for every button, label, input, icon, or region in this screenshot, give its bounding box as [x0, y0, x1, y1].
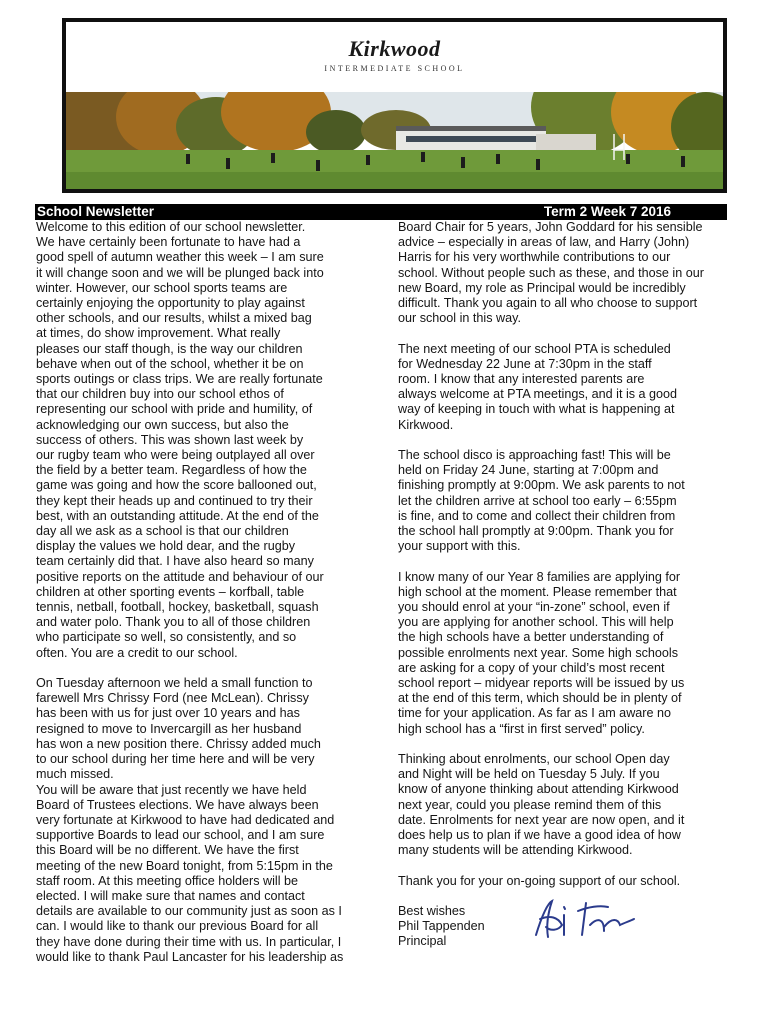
left-column [36, 220, 388, 965]
paragraph-high-school: I know many of our Year 8 families are applying for high school at the moment. Please remember that you should enrol at your “in-zone” school, even if you are applying for another school. This will help the high schools have a better understanding of possible enrolments next year. Some high schools are asking for a copy of your child’s most recent school report – midyear reports will be issued by us at the end of this term, which should be in plenty of time for your application. As far as I am aware no high school has a “first in first served” policy. [398, 569, 685, 736]
right-column [398, 220, 748, 950]
school-name: Kirkwood [348, 36, 441, 61]
paragraph-pta: The next meeting of our school PTA is scheduled for Wednesday 22 June at 7:30pm in the staff room. I know that any interested parents are always welcome at PTA meetings, and it is a good way of keeping in touch with what is happening at Kirkwood. [398, 341, 678, 432]
paragraph-disco: The school disco is approaching fast! This will be held on Friday 24 June, starting at 7:00pm and finishing promptly at 9:00pm. We ask parents to not let the children arrive at school too early – 6:55pm is fine, and to come and collect their children from the school hall promptly at 9:00pm. Thank you for your support with this. [398, 448, 685, 554]
newsletter-title: School Newsletter [37, 204, 155, 219]
header-banner [62, 18, 727, 193]
paragraph-board-elections: You will be aware that just recently we have held Board of Trustees elections. We have always been very fortunate at Kirkwood to have had dedicated and supportive Boards to lead our school, and I am sure this Board will be no different. We have the first meeting of the new Board tonight, from 5:15pm in the staff room. At this meeting office holders will be elected. I will make sure that names and contact details are available to our community just as soon as I can. I would like to thank our previous Board for all they have done during their time with us. In particular, I would like to thank Paul Lancaster for his leadership as [36, 782, 344, 964]
paragraph-open-day: Thinking about enrolments, our school Open day and Night will be held on Tuesday 5 July. If you know of anyone thinking about attending Kirkwood next year, could you please remind them of this date. Enrolments for next year are now open, and it does help us to plan if we have a good idea of how many students will be attending Kirkwood. [398, 752, 685, 858]
paragraph-farewell: On Tuesday afternoon we held a small function to farewell Mrs Chrissy Ford (nee McLean). Chrissy has been with us for just over 10 years and has resigned to move to Invercargill as her husband has won a new position there. Chrissy added much to our school during her time here and will be very much missed. [36, 676, 321, 782]
masthead [66, 22, 723, 92]
sign-off: Best wishes Phil Tappenden Principal [398, 904, 485, 949]
banner-inner [66, 22, 723, 189]
school-subtitle: INTERMEDIATE SCHOOL [324, 64, 465, 73]
paragraph-board-thanks: Board Chair for 5 years, John Goddard for his sensible advice – especially in areas of law, and Harry (John) Harris for his very worthwhile contributions to our school. Without people such as these, and those in our new Board, my role as Principal would be incredibly difficult. Thank you again to all who choose to support our school in this way. [398, 220, 704, 326]
paragraph-thanks: Thank you for your on-going support of our school. [398, 873, 681, 888]
newsletter-term-week: Term 2 Week 7 2016 [543, 204, 671, 219]
principal-signature [528, 895, 638, 943]
newsletter-title-bar [35, 204, 727, 220]
paragraph-welcome: Welcome to this edition of our school newsletter. We have certainly been fortunate to have had a good spell of autumn weather this week – I am sure it will change soon and we will be plunged back into winter. However, our school sports teams are certainly enjoying the opportunity to play against other schools, and our results, whilst a mixed bag at times, do show improvement. What really pleases our staff though, is the way our children behave when out of the school, whether it be on sports outings or class trips. We are really fortunate that our children buy into our school ethos of representing our school with pride and humility, of acknowledging our own success, but also the success of others. This was shown last week by our rugby team who were being outplayed all over the field by a better team. Regardless of how the game was going and how the score ballooned out, they kept their heads up and continued to try their best, with an outstanding attitude. At the end of the day all we ask as a school is that our children display the values we hold dear, and the rugby team certainly did that. I have also heard so many positive reports on the attitude and behaviour of our children at other sporting events – korfball, table tennis, netball, football, hockey, basketball, squash and water polo. Thank you to all of those children who participate so well, so consistently, and so often. You are a credit to our school. [36, 220, 324, 660]
